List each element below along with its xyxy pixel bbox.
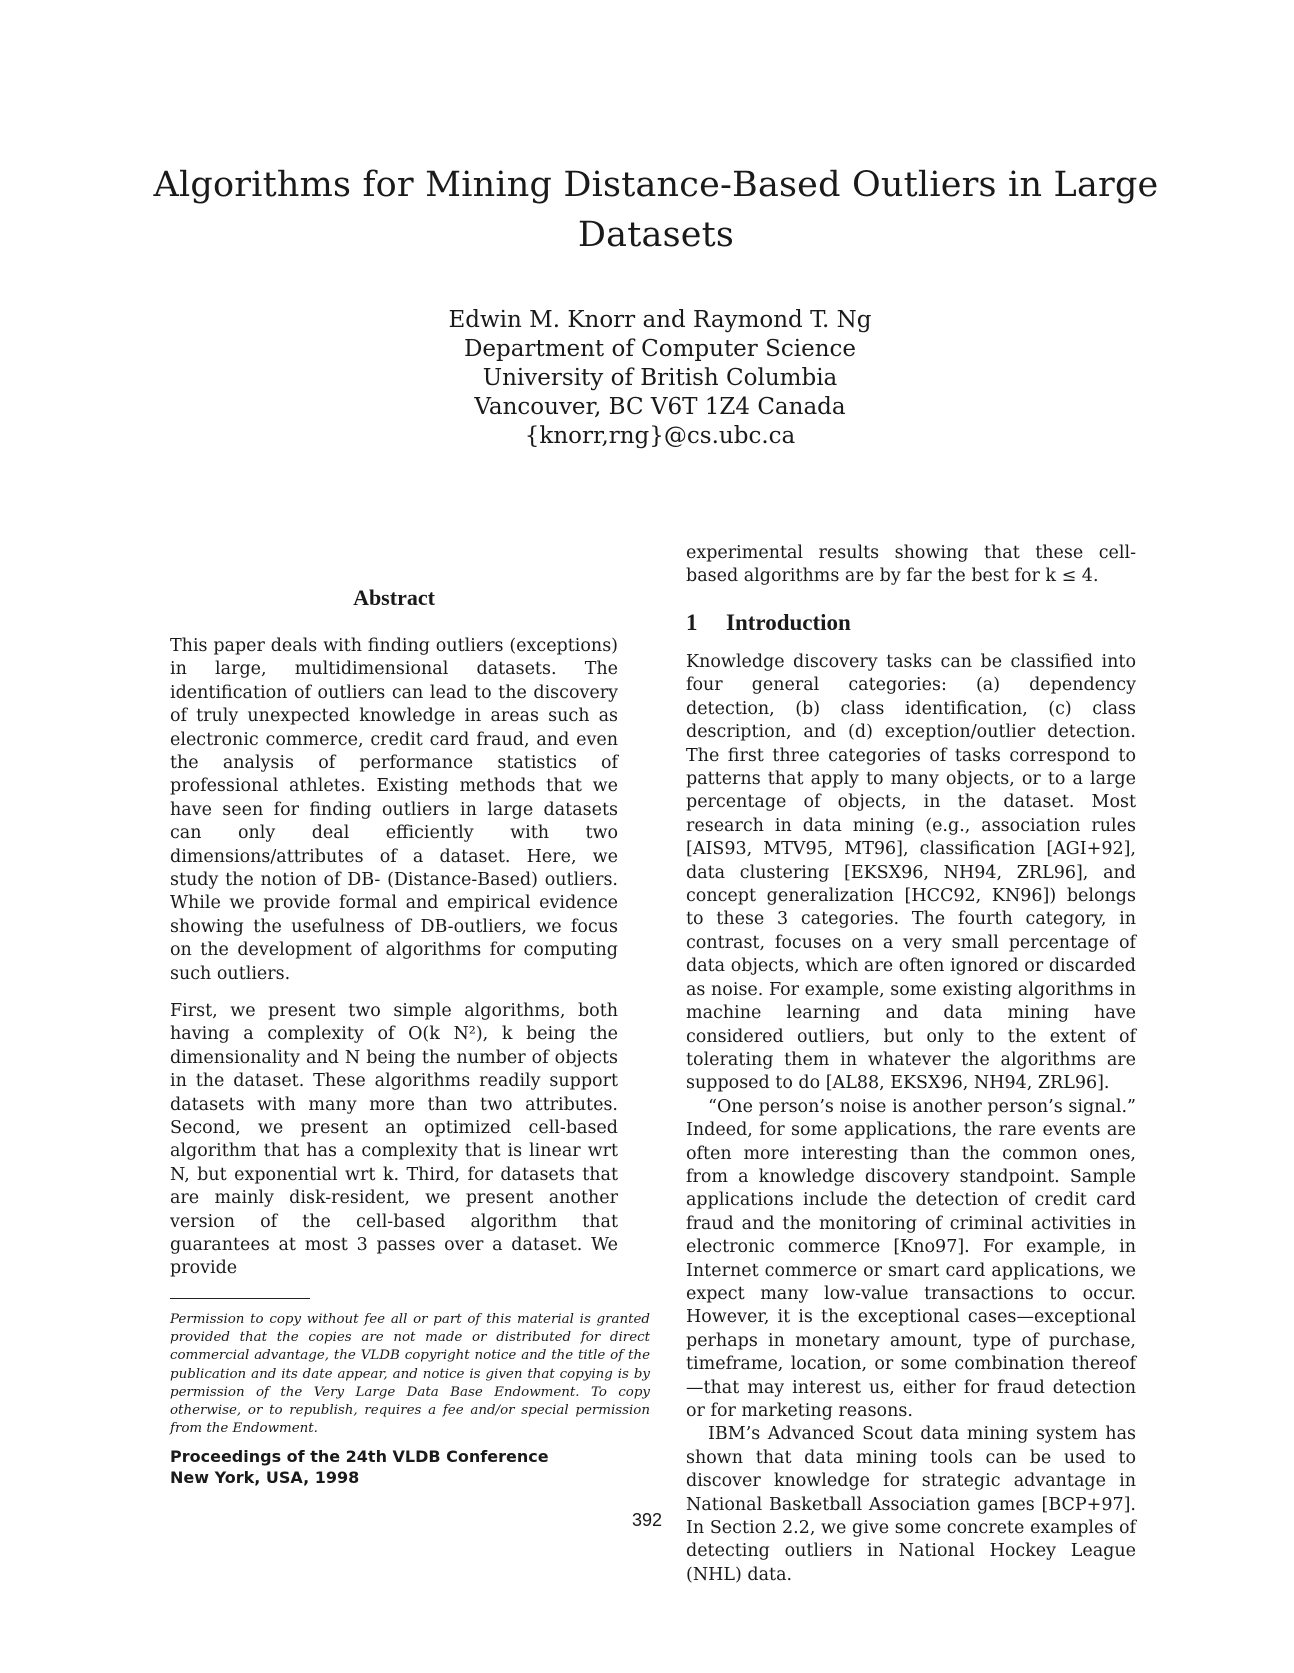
introduction-body [686,651,1136,1587]
author-address: Vancouver, BC V6T 1Z4 Canada [474,394,846,420]
author-names: Edwin M. Knorr and Raymond T. Ng [448,307,872,333]
proceedings-line-1: Proceedings of the 24th VLDB Conference [170,1447,549,1466]
abstract-continuation-text: experimental results showing that these cell-based algorithms are by far the best for k ≤ 4. [686,543,1136,587]
permission-notice: Permission to copy without fee all or part of this material is granted provided that the copies are not made or distributed for direct commercial advantage, the VLDB copyright notice and the title of the publication and its date appear, and notice is given that copying is by permission of the Very Large Data Base Endowment. To copy otherwise, or to republish, requires a fee and/or special permission from the Endowment. [170,1312,650,1437]
abstract-paragraph-1 [170,635,618,986]
intro-paragraph-2: “One person’s noise is another person’s signal.” Indeed, for some applications, the rare events are often more interesting than the common ones, from a knowledge discovery standpoint. Sample applications include the detection of credit card fraud and the monitoring of criminal activities in electronic commerce [Kno97]. For example, in Internet commerce or smart card applications, we expect many low-value transactions to occur. However, it is the exceptional cases—exceptional perhaps in monetary amount, type of purchase, timeframe, location, or some combination thereof—that may interest us, either for fraud detection or for marketing reasons. [686,1096,1136,1421]
proceedings-info [170,1446,650,1488]
page-number: 392 [631,1510,663,1530]
abstract-continuation [686,542,1136,589]
abstract-paragraph-1-text: This paper deals with finding outliers (exceptions) in large, multidimensional datasets. The identification of outliers can lead to the discovery of truly unexpected knowledge in areas such as electronic commerce, credit card fraud, and even the analysis of performance statistics of professional athletes. Existing methods that we have seen for finding outliers in large datasets can only deal efficiently with two dimensions/attributes of a dataset. Here, we study the notion of DB- (Distance-Based) outliers. While we provide formal and empirical evidence showing the usefulness of DB-outliers, we focus on the development of algorithms for computing such outliers. [170,636,618,984]
paper-title: Algorithms for Mining Distance-Based Outliers in Large Datasets [153,165,1159,255]
intro-paragraph-3: IBM’s Advanced Scout data mining system has shown that data mining tools can be used to discover knowledge for strategic advantage in National Basketball Association games [BCP+97]. In Section 2.2, we give some concrete examples of detecting outliers in National Hockey League (NHL) data. [686,1424,1136,1585]
author-block [360,306,960,451]
section-title: Introduction [726,610,851,635]
section-number: 1 [686,610,698,635]
abstract-paragraph-2 [170,1000,618,1281]
section-heading-introduction [686,610,1136,636]
proceedings-line-2: New York, USA, 1998 [170,1468,360,1487]
footnote-divider [170,1298,310,1299]
intro-paragraph-1: Knowledge discovery tasks can be classified into four general categories: (a) dependency detection, (b) class identification, (c) class description, and (d) exception/outlier detection. The first three categories of tasks correspond to patterns that apply to many objects, or to a large percentage of objects, in the dataset. Most research in data mining (e.g., association rules [AIS93, MTV95, MT96], classification [AGI+92], data clustering [EKSX96, NH94, ZRL96], and concept generalization [HCC92, KN96]) belongs to these 3 categories. The fourth category, in contrast, focuses on a very small percentage of data objects, which are often ignored or discarded as noise. For example, some existing algorithms in machine learning and data mining have considered outliers, but only to the extent of tolerating them in whatever the algorithms are supposed to do [AL88, EKSX96, NH94, ZRL96]. [686,652,1136,1094]
author-university: University of British Columbia [482,365,838,391]
abstract-heading: Abstract [353,585,435,610]
author-department: Department of Computer Science [463,336,857,362]
abstract-paragraph-2-text: First, we present two simple algorithms, both having a complexity of O(k N²), k being the dimensionality and N being the number of objects in the dataset. These algorithms readily support datasets with many more than two attributes. Second, we present an optimized cell-based algorithm that has a complexity that is linear wrt N, but exponential wrt k. Third, for datasets that are mainly disk-resident, we present another version of the cell-based algorithm that guarantees at most 3 passes over a dataset. We provide [170,1001,618,1279]
author-email: {knorr,rng}@cs.ubc.ca [524,423,796,449]
